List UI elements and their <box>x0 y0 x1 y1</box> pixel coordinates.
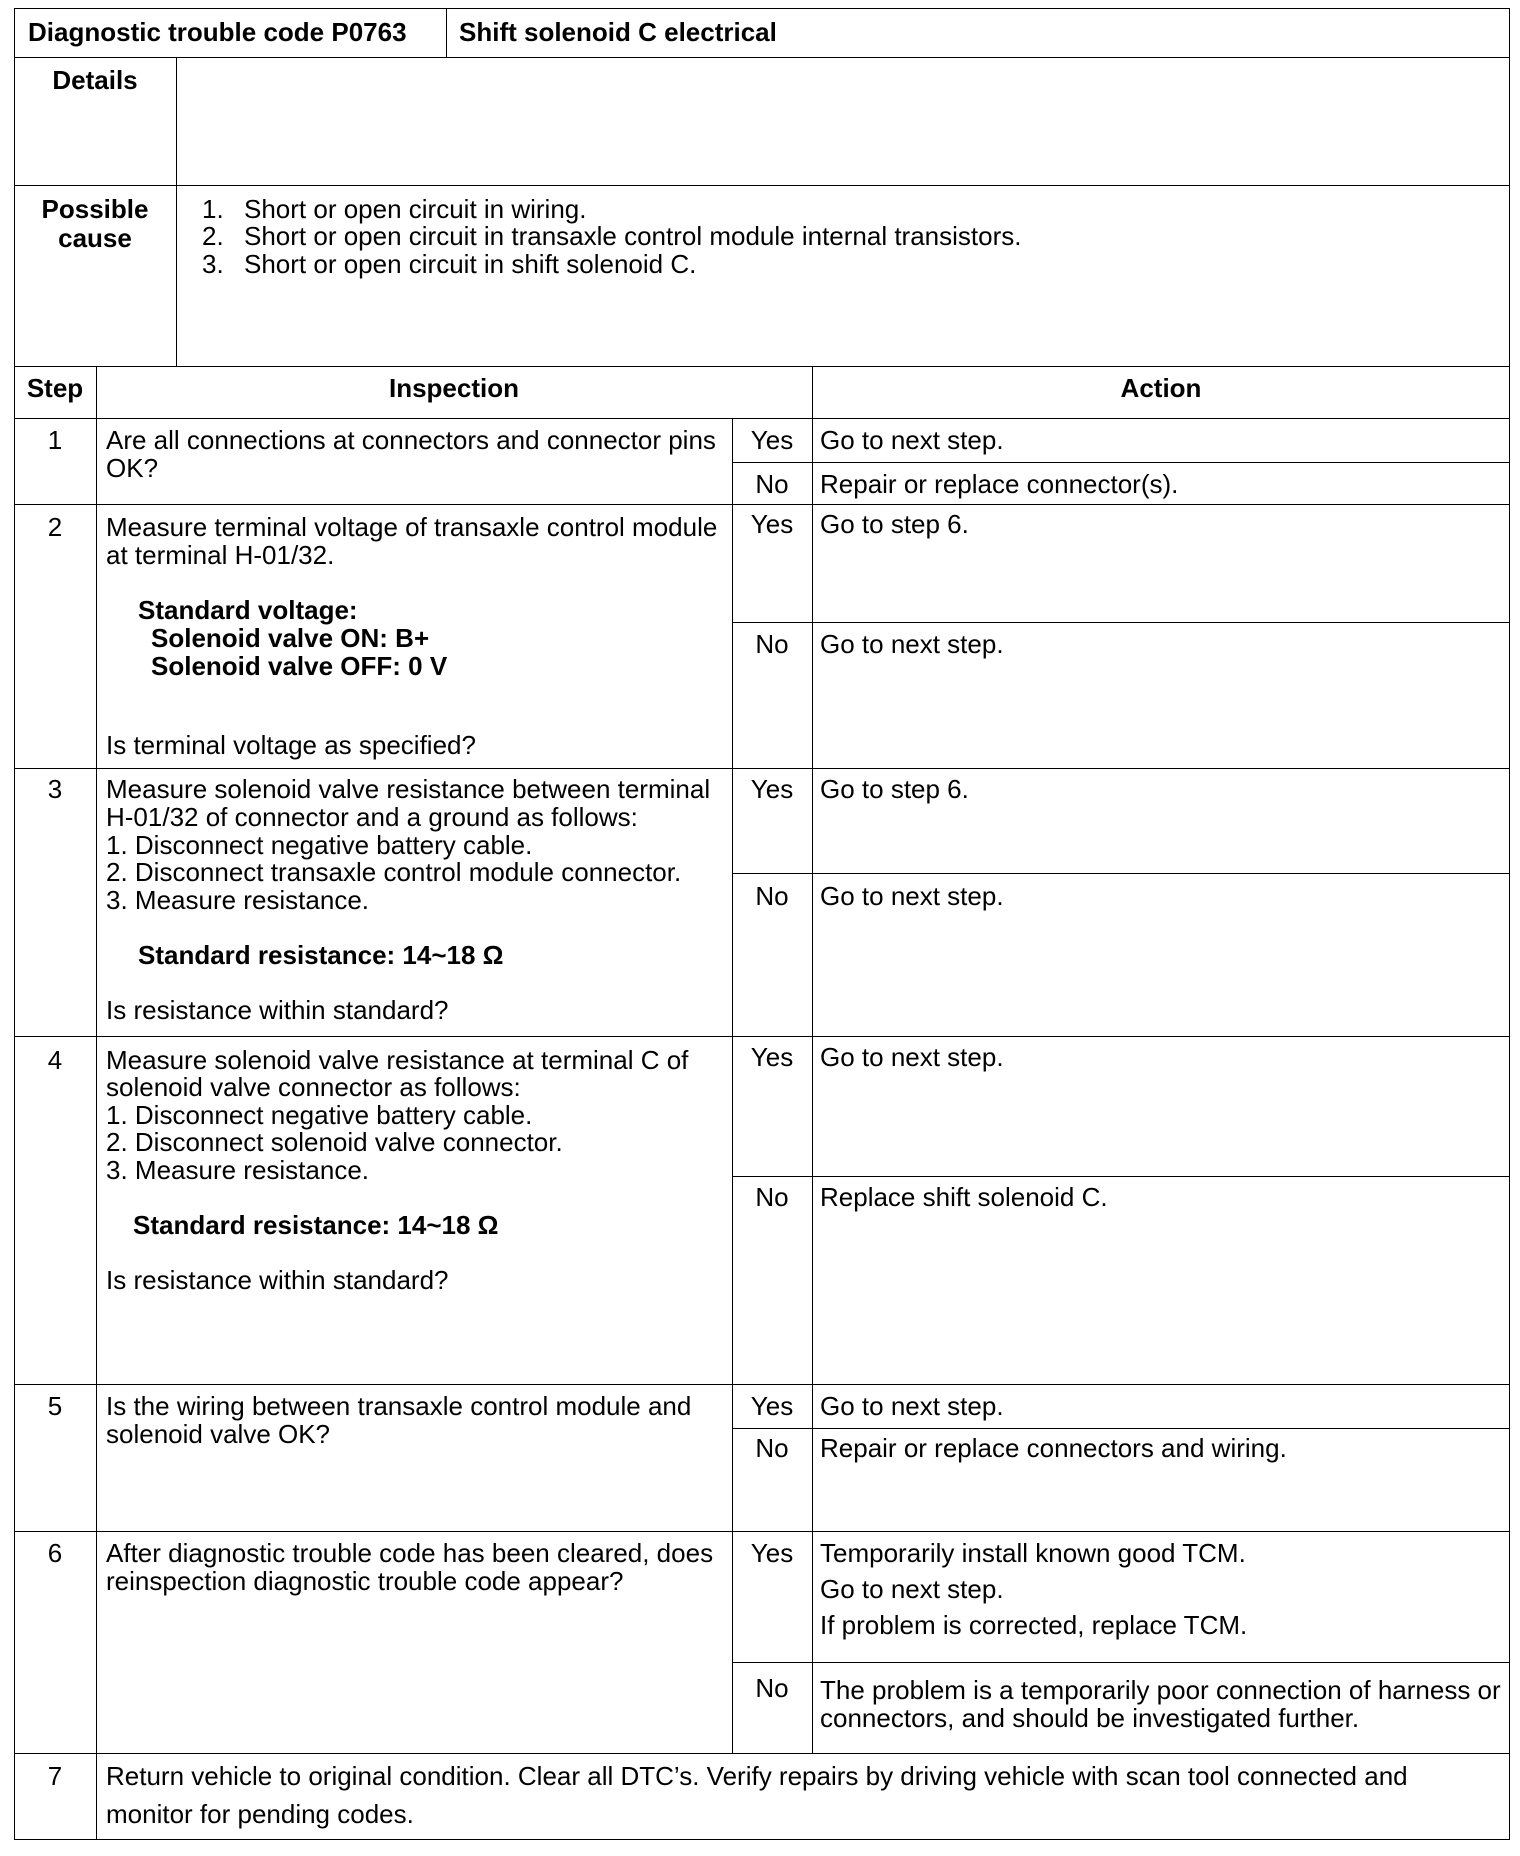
step6-no-action-line1: The problem is a temporarily poor connection of harness or <box>820 1675 1501 1705</box>
step5-inspection-line2: solenoid valve OK? <box>106 1419 331 1449</box>
column-header-action: Action <box>1120 373 1202 403</box>
cause-text-2: Short or open circuit in transaxle control module internal transistors. <box>244 221 1022 251</box>
step7-text-line2: monitor for pending codes. <box>106 1799 414 1829</box>
step-number-6: 6 <box>47 1538 63 1568</box>
cause-num-2: 2. <box>202 221 224 251</box>
step3-yes-action: Go to step 6. <box>820 774 969 804</box>
step3-no-action: Go to next step. <box>820 881 1004 911</box>
step3-yes-label: Yes <box>750 774 794 804</box>
step5-no-action: Repair or replace connectors and wiring. <box>820 1433 1287 1463</box>
step-number-1: 1 <box>47 425 63 455</box>
step2-spec-title: Standard voltage: <box>138 595 358 625</box>
step-number-2: 2 <box>47 512 63 542</box>
step5-yesno-divider <box>732 1428 1510 1429</box>
step4-inspection-line3: 1. Disconnect negative battery cable. <box>106 1100 533 1130</box>
step1-inspection-line1: Are all connections at connectors and connector pins <box>106 425 716 455</box>
details-divider <box>176 57 177 367</box>
step6-inspection-line1: After diagnostic trouble code has been cleared, does <box>106 1538 714 1568</box>
step3-inspection-line2: H-01/32 of connector and a ground as follows: <box>106 802 638 832</box>
step5-bottom-rule <box>14 1531 1510 1532</box>
step5-no-label: No <box>755 1433 789 1463</box>
step6-yes-label: Yes <box>750 1538 794 1568</box>
step3-inspection-line3: 1. Disconnect negative battery cable. <box>106 830 533 860</box>
step6-yes-action-line3: If problem is corrected, replace TCM. <box>820 1610 1248 1640</box>
step5-yes-label: Yes <box>750 1391 794 1421</box>
step2-bottom-rule <box>14 768 1510 769</box>
cause-text-1: Short or open circuit in wiring. <box>244 194 587 224</box>
step4-yes-action: Go to next step. <box>820 1042 1004 1072</box>
column-header-bottom-rule <box>14 418 1510 419</box>
step3-yesno-divider <box>732 873 1510 874</box>
step1-no-label: No <box>755 469 789 499</box>
cause-num-1: 1. <box>202 194 224 224</box>
step2-yesno-divider <box>732 622 1510 623</box>
step1-yes-action: Go to next step. <box>820 425 1004 455</box>
step3-inspection-line5: 3. Measure resistance. <box>106 885 370 915</box>
step4-inspection-line2: solenoid valve connector as follows: <box>106 1072 521 1102</box>
step2-yes-label: Yes <box>750 509 794 539</box>
action-column-line-top <box>812 366 813 1753</box>
header-divider <box>446 8 447 58</box>
step5-yes-action: Go to next step. <box>820 1391 1004 1421</box>
details-label: Details <box>52 65 138 95</box>
step4-inspection-line5: 3. Measure resistance. <box>106 1155 370 1185</box>
step4-no-action: Replace shift solenoid C. <box>820 1182 1108 1212</box>
step6-yes-action-line1: Temporarily install known good TCM. <box>820 1538 1246 1568</box>
dtc-title: Shift solenoid C electrical <box>459 17 777 47</box>
step-number-3: 3 <box>47 774 63 804</box>
step2-no-action: Go to next step. <box>820 629 1004 659</box>
step6-no-label: No <box>755 1673 789 1703</box>
step-number-5: 5 <box>47 1391 63 1421</box>
step2-inspection-line2: at terminal H-01/32. <box>106 540 335 570</box>
step2-question: Is terminal voltage as specified? <box>106 730 476 760</box>
step6-yes-action-line2: Go to next step. <box>820 1574 1004 1604</box>
column-header-step: Step <box>26 373 84 403</box>
details-bottom-rule <box>14 185 1510 186</box>
step6-no-action-line2: connectors, and should be investigated further. <box>820 1703 1360 1733</box>
step3-no-label: No <box>755 881 789 911</box>
step3-inspection-line1: Measure solenoid valve resistance between terminal <box>106 774 711 804</box>
cause-bottom-rule <box>14 366 1510 367</box>
step4-bottom-rule <box>14 1384 1510 1385</box>
step2-yes-action: Go to step 6. <box>820 509 969 539</box>
step1-inspection-line2: OK? <box>106 453 159 483</box>
step3-bottom-rule <box>14 1036 1510 1037</box>
step3-spec: Standard resistance: 14~18 Ω <box>138 940 504 970</box>
possible-cause-label-line2: cause <box>58 223 132 253</box>
step1-yes-label: Yes <box>750 425 794 455</box>
dtc-code-label: Diagnostic trouble code P0763 <box>28 17 407 47</box>
step2-inspection-line1: Measure terminal voltage of transaxle control module <box>106 512 718 542</box>
step3-inspection-line4: 2. Disconnect transaxle control module connector. <box>106 857 682 887</box>
step4-inspection-line1: Measure solenoid valve resistance at terminal C of <box>106 1045 689 1075</box>
step4-yesno-divider <box>732 1176 1510 1177</box>
cause-num-3: 3. <box>202 249 224 279</box>
step-number-7: 7 <box>47 1761 63 1791</box>
step1-yesno-divider <box>732 462 1510 463</box>
step2-no-label: No <box>755 629 789 659</box>
step-number-4: 4 <box>47 1045 63 1075</box>
step3-question: Is resistance within standard? <box>106 995 449 1025</box>
step-column-line <box>96 366 97 1840</box>
step4-spec: Standard resistance: 14~18 Ω <box>133 1210 499 1240</box>
cause-text-3: Short or open circuit in shift solenoid C. <box>244 249 697 279</box>
step4-question: Is resistance within standard? <box>106 1265 449 1295</box>
step6-inspection-line2: reinspection diagnostic trouble code appear? <box>106 1566 624 1596</box>
column-header-inspection: Inspection <box>388 373 519 403</box>
step4-yes-label: Yes <box>750 1042 794 1072</box>
step1-bottom-rule <box>14 504 1510 505</box>
step2-spec-on: Solenoid valve ON: B+ <box>151 623 430 653</box>
step1-no-action: Repair or replace connector(s). <box>820 469 1179 499</box>
step5-inspection-line1: Is the wiring between transaxle control module and <box>106 1391 692 1421</box>
step4-no-label: No <box>755 1182 789 1212</box>
step2-spec-off: Solenoid valve OFF: 0 V <box>151 651 448 681</box>
step4-inspection-line4: 2. Disconnect solenoid valve connector. <box>106 1127 563 1157</box>
step7-text-line1: Return vehicle to original condition. Clear all DTC’s. Verify repairs by driving vehicle with scan tool connected and <box>106 1761 1408 1791</box>
header-bottom-rule <box>14 57 1510 58</box>
possible-cause-label-line1: Possible <box>41 194 149 224</box>
step6-yesno-divider <box>732 1662 1510 1663</box>
step6-bottom-rule <box>14 1753 1510 1754</box>
